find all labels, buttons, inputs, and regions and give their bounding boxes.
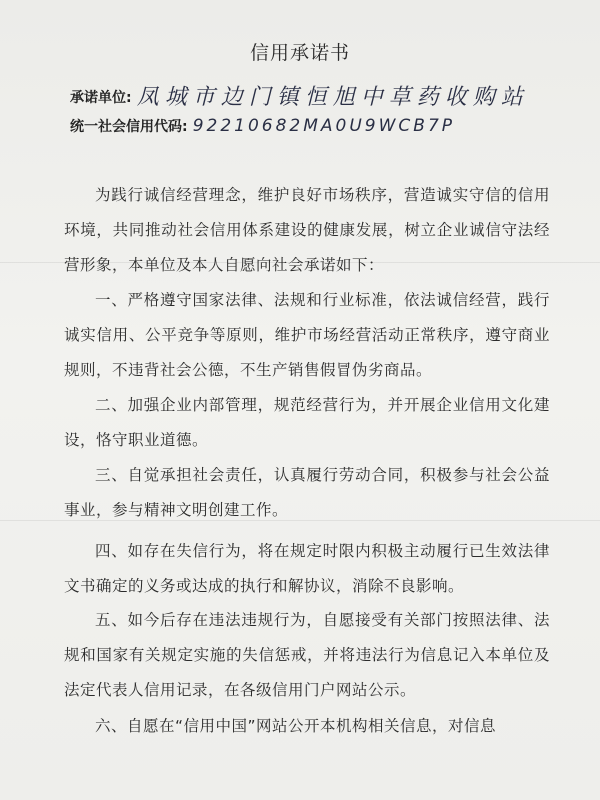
commitment-item-6: 六、自愿在“信用中国”网站公开本机构相关信息，对信息 [95,717,497,735]
committing-unit-field [70,78,529,109]
document-title: 信用承诺书 [249,42,350,64]
committing-unit-handwritten-value: 凤城市边门镇恒旭中草药收购站 [136,85,529,110]
intro-paragraph: 为践行诚信经营理念，维护良好市场秩序，营造诚实守信的信用环境，共同推动社会信用体系建设的健康发展，树立企业诚信守法经营形象，本单位及本人自愿向社会承诺如下： [64,186,550,274]
credit-code-field [70,116,455,136]
commitment-item-2: 二、加强企业内部管理，规范经营行为，并开展企业信用文化建设，恪守职业道德。 [64,396,550,449]
commitment-item-1: 一、严格遵守国家法律、法规和行业标准，依法诚信经营，践行诚实信用、公平竞争等原则，维护市场经营活动正常秩序，遵守商业规则，不违背社会公德，不生产销售假冒伪劣商品。 [64,291,550,379]
commitment-item-4: 四、如存在失信行为，将在规定时限内积极主动履行已生效法律文书确定的义务或达成的执行和解协议，消除不良影响。 [64,542,550,595]
commitment-item-3: 三、自觉承担社会责任，认真履行劳动合同，积极参与社会公益事业，参与精神文明创建工作。 [64,466,550,519]
committing-unit-label: 承诺单位: [70,90,132,106]
commitment-item-5: 五、如今后存在违法违规行为，自愿接受有关部门按照法律、法规和国家有关规定实施的失信惩戒，并将违法行为信息记入本单位及法定代表人信用记录，在各级信用门户网站公示。 [64,611,550,699]
credit-code-label: 统一社会信用代码: [70,119,188,135]
credit-code-handwritten-value: 92210682MA0U9WCB7P [192,116,456,136]
